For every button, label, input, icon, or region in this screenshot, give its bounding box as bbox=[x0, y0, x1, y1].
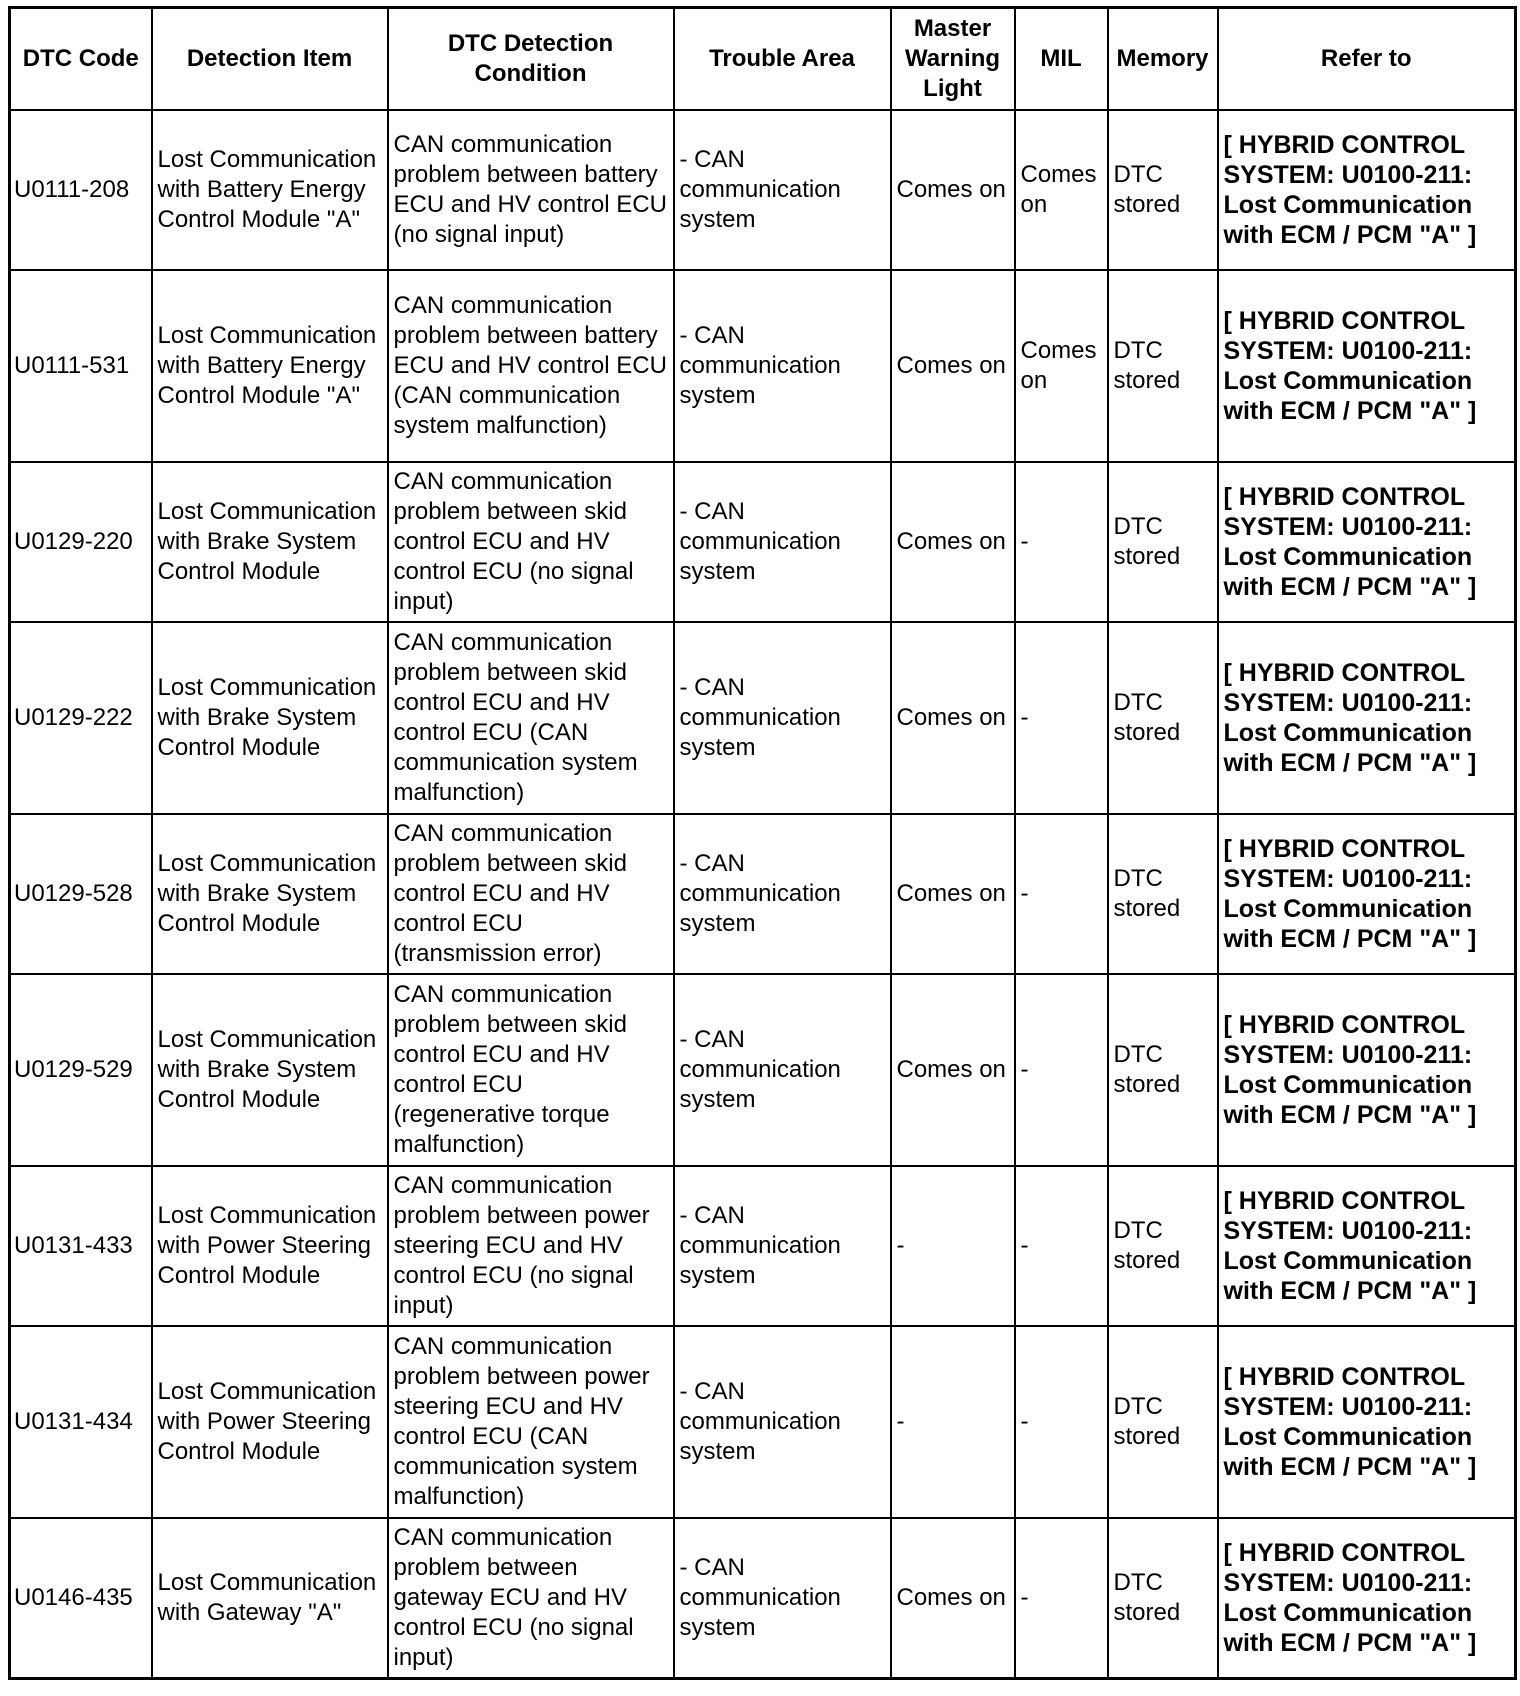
detection-condition-cell: CAN communication problem between skid control ECU and HV control ECU (transmission error) bbox=[388, 814, 674, 974]
master-warning-cell: Comes on bbox=[891, 974, 1015, 1166]
detection-item-cell: Lost Communication with Brake System Control Module bbox=[152, 622, 388, 814]
header-row bbox=[10, 8, 1516, 111]
memory-cell: DTC stored bbox=[1108, 814, 1218, 974]
header-trouble-area: Trouble Area bbox=[674, 8, 891, 111]
refer-to-link[interactable]: [ HYBRID CONTROL SYSTEM: U0100-211: Lost Communication with ECM / PCM "A" ] bbox=[1218, 1326, 1516, 1518]
dtc-code-cell: U0129-220 bbox=[10, 462, 152, 622]
table-row bbox=[10, 814, 1516, 974]
header-detection-item: Detection Item bbox=[152, 8, 388, 111]
memory-cell: DTC stored bbox=[1108, 1166, 1218, 1326]
table-row bbox=[10, 974, 1516, 1166]
detection-condition-cell: CAN communication problem between battery ECU and HV control ECU (no signal input) bbox=[388, 110, 674, 270]
detection-condition-cell: CAN communication problem between battery ECU and HV control ECU (CAN communication system malfunction) bbox=[388, 270, 674, 462]
header-detection-condition: DTC Detection Condition bbox=[388, 8, 674, 111]
detection-condition-cell: CAN communication problem between skid control ECU and HV control ECU (regenerative torque malfunction) bbox=[388, 974, 674, 1166]
dtc-table bbox=[8, 6, 1517, 1680]
mil-cell: - bbox=[1015, 1326, 1108, 1518]
table-row bbox=[10, 462, 1516, 622]
header-refer-to: Refer to bbox=[1218, 8, 1516, 111]
refer-to-link[interactable]: [ HYBRID CONTROL SYSTEM: U0100-211: Lost Communication with ECM / PCM "A" ] bbox=[1218, 462, 1516, 622]
dtc-code-cell: U0146-435 bbox=[10, 1518, 152, 1679]
dtc-code-cell: U0131-433 bbox=[10, 1166, 152, 1326]
detection-item-cell: Lost Communication with Brake System Control Module bbox=[152, 974, 388, 1166]
detection-condition-cell: CAN communication problem between power steering ECU and HV control ECU (no signal input) bbox=[388, 1166, 674, 1326]
trouble-area-cell: - CAN communication system bbox=[674, 110, 891, 270]
refer-to-link[interactable]: [ HYBRID CONTROL SYSTEM: U0100-211: Lost Communication with ECM / PCM "A" ] bbox=[1218, 1518, 1516, 1679]
dtc-code-cell: U0129-528 bbox=[10, 814, 152, 974]
trouble-area-cell: - CAN communication system bbox=[674, 622, 891, 814]
master-warning-cell: Comes on bbox=[891, 110, 1015, 270]
master-warning-cell: Comes on bbox=[891, 814, 1015, 974]
trouble-area-cell: - CAN communication system bbox=[674, 270, 891, 462]
detection-item-cell: Lost Communication with Brake System Control Module bbox=[152, 462, 388, 622]
refer-to-link[interactable]: [ HYBRID CONTROL SYSTEM: U0100-211: Lost Communication with ECM / PCM "A" ] bbox=[1218, 270, 1516, 462]
memory-cell: DTC stored bbox=[1108, 1518, 1218, 1679]
table-row bbox=[10, 270, 1516, 462]
dtc-code-cell: U0111-208 bbox=[10, 110, 152, 270]
refer-to-link[interactable]: [ HYBRID CONTROL SYSTEM: U0100-211: Lost Communication with ECM / PCM "A" ] bbox=[1218, 974, 1516, 1166]
memory-cell: DTC stored bbox=[1108, 462, 1218, 622]
mil-cell: - bbox=[1015, 622, 1108, 814]
dtc-code-cell: U0111-531 bbox=[10, 270, 152, 462]
trouble-area-cell: - CAN communication system bbox=[674, 1166, 891, 1326]
mil-cell: Comes on bbox=[1015, 270, 1108, 462]
detection-item-cell: Lost Communication with Brake System Control Module bbox=[152, 814, 388, 974]
mil-cell: - bbox=[1015, 974, 1108, 1166]
detection-item-cell: Lost Communication with Battery Energy Control Module "A" bbox=[152, 270, 388, 462]
table-row bbox=[10, 1166, 1516, 1326]
detection-item-cell: Lost Communication with Gateway "A" bbox=[152, 1518, 388, 1679]
detection-condition-cell: CAN communication problem between skid control ECU and HV control ECU (CAN communication system malfunction) bbox=[388, 622, 674, 814]
header-memory: Memory bbox=[1108, 8, 1218, 111]
mil-cell: - bbox=[1015, 1166, 1108, 1326]
master-warning-cell: Comes on bbox=[891, 1518, 1015, 1679]
master-warning-cell: Comes on bbox=[891, 270, 1015, 462]
refer-to-link[interactable]: [ HYBRID CONTROL SYSTEM: U0100-211: Lost Communication with ECM / PCM "A" ] bbox=[1218, 110, 1516, 270]
trouble-area-cell: - CAN communication system bbox=[674, 974, 891, 1166]
mil-cell: - bbox=[1015, 1518, 1108, 1679]
master-warning-cell: Comes on bbox=[891, 462, 1015, 622]
detection-item-cell: Lost Communication with Battery Energy Control Module "A" bbox=[152, 110, 388, 270]
refer-to-link[interactable]: [ HYBRID CONTROL SYSTEM: U0100-211: Lost Communication with ECM / PCM "A" ] bbox=[1218, 814, 1516, 974]
memory-cell: DTC stored bbox=[1108, 110, 1218, 270]
table-row bbox=[10, 1518, 1516, 1679]
master-warning-cell: - bbox=[891, 1326, 1015, 1518]
memory-cell: DTC stored bbox=[1108, 270, 1218, 462]
master-warning-cell: Comes on bbox=[891, 622, 1015, 814]
refer-to-link[interactable]: [ HYBRID CONTROL SYSTEM: U0100-211: Lost Communication with ECM / PCM "A" ] bbox=[1218, 1166, 1516, 1326]
table-row bbox=[10, 1326, 1516, 1518]
mil-cell: Comes on bbox=[1015, 110, 1108, 270]
header-master-warning-light: Master Warning Light bbox=[891, 8, 1015, 111]
dtc-code-cell: U0129-222 bbox=[10, 622, 152, 814]
memory-cell: DTC stored bbox=[1108, 622, 1218, 814]
header-mil: MIL bbox=[1015, 8, 1108, 111]
detection-condition-cell: CAN communication problem between skid control ECU and HV control ECU (no signal input) bbox=[388, 462, 674, 622]
trouble-area-cell: - CAN communication system bbox=[674, 814, 891, 974]
master-warning-cell: - bbox=[891, 1166, 1015, 1326]
trouble-area-cell: - CAN communication system bbox=[674, 1518, 891, 1679]
refer-to-link[interactable]: [ HYBRID CONTROL SYSTEM: U0100-211: Lost Communication with ECM / PCM "A" ] bbox=[1218, 622, 1516, 814]
mil-cell: - bbox=[1015, 814, 1108, 974]
table-row bbox=[10, 110, 1516, 270]
trouble-area-cell: - CAN communication system bbox=[674, 462, 891, 622]
dtc-code-cell: U0131-434 bbox=[10, 1326, 152, 1518]
memory-cell: DTC stored bbox=[1108, 974, 1218, 1166]
table-row bbox=[10, 622, 1516, 814]
detection-condition-cell: CAN communication problem between power steering ECU and HV control ECU (CAN communication system malfunction) bbox=[388, 1326, 674, 1518]
memory-cell: DTC stored bbox=[1108, 1326, 1218, 1518]
dtc-code-cell: U0129-529 bbox=[10, 974, 152, 1166]
detection-condition-cell: CAN communication problem between gateway ECU and HV control ECU (no signal input) bbox=[388, 1518, 674, 1679]
mil-cell: - bbox=[1015, 462, 1108, 622]
detection-item-cell: Lost Communication with Power Steering Control Module bbox=[152, 1326, 388, 1518]
trouble-area-cell: - CAN communication system bbox=[674, 1326, 891, 1518]
header-dtc-code: DTC Code bbox=[10, 8, 152, 111]
detection-item-cell: Lost Communication with Power Steering Control Module bbox=[152, 1166, 388, 1326]
